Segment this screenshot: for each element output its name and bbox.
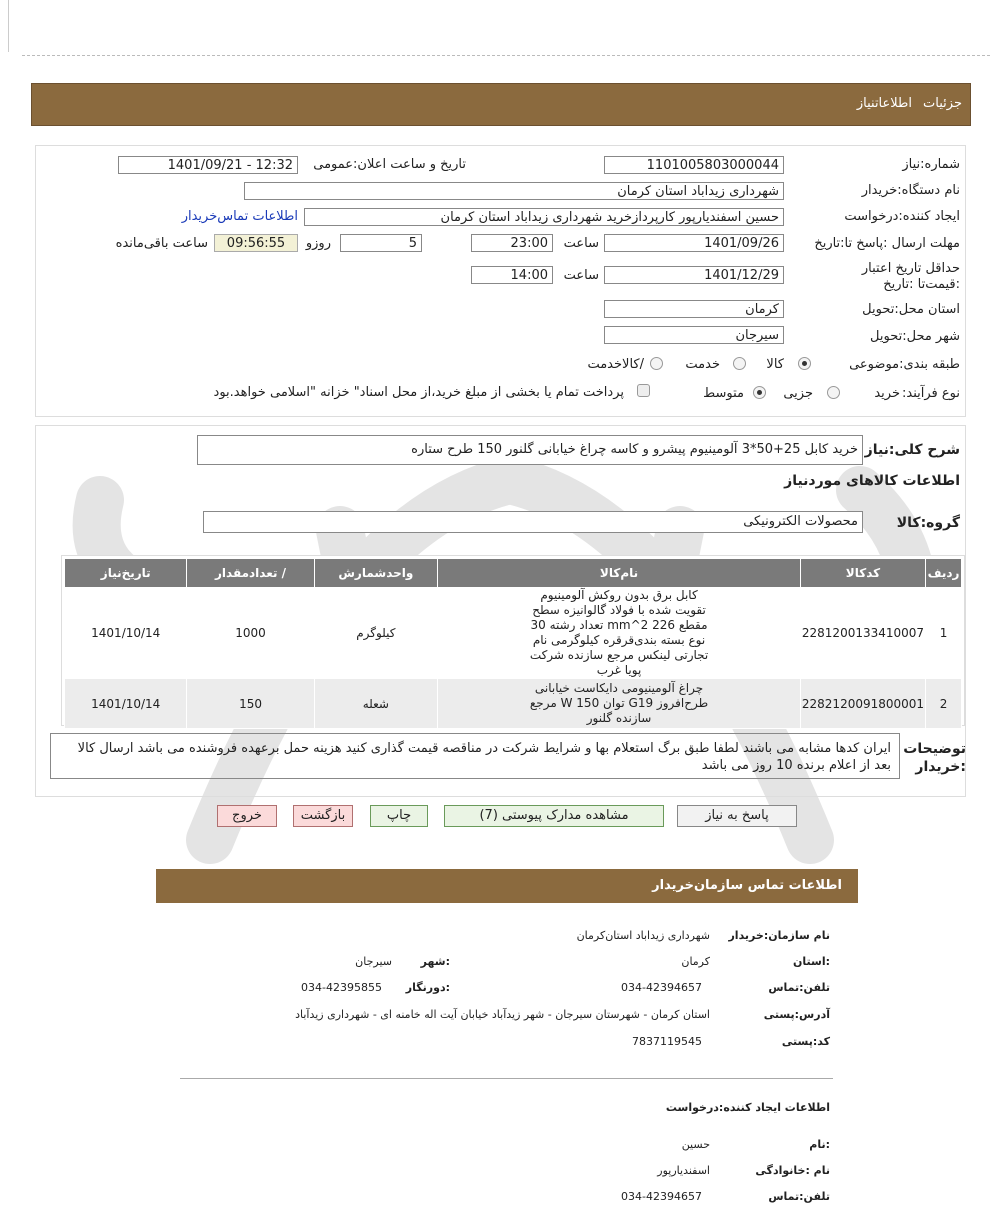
validity-hour-label: ساعت xyxy=(563,268,599,283)
row-name: کابل برق بدون روکش آلومینیوم تقویت شده با فولاد گالوانیزه سطح مقطع 226 mm^2 تعداد رشته 30 نوع بسته بندی‌قرقره کیلوگرمی نام تجارتی لینکس مرجع سازنده شرکت پویا غرب xyxy=(438,588,801,679)
announce-date-field: 1401/09/21 - 12:32 xyxy=(118,156,298,174)
creator-family-value: اسفندیارپور xyxy=(657,1164,710,1177)
buyer-notes-label: توضیحات :خریدار xyxy=(903,741,966,775)
col-index-header: ردیف xyxy=(926,559,962,588)
table-row[interactable] xyxy=(65,588,962,679)
breadcrumb-need-info[interactable]: اطلاعاتنیاز xyxy=(856,96,912,111)
need-number-field: 1101005803000044 xyxy=(604,156,784,174)
process-partial-label: جزیی xyxy=(783,386,813,401)
creator-family-label: نام :خانوادگی xyxy=(755,1164,830,1177)
reply-button[interactable]: پاسخ به نیاز xyxy=(677,805,797,827)
left-border xyxy=(8,0,9,52)
category-both-radio[interactable] xyxy=(650,357,663,370)
buyer-notes-field: ایران کدها مشابه می باشند لطفا طبق برگ استعلام بها و شرایط شرکت در مناقصه قیمت گذاری کنید هزینه حمل برعهده فروشنده می باشد ارسال کالا بعد از اعلام برنده 10 روز می باشد xyxy=(50,733,900,779)
announce-date-label: تاریخ و ساعت اعلان:عمومی xyxy=(313,157,466,172)
row-date: 1401/10/14 xyxy=(65,588,187,679)
province-field: کرمان xyxy=(604,300,784,318)
col-date-header: تاریخ‌نیاز xyxy=(65,559,187,588)
process-medium-radio[interactable] xyxy=(753,386,766,399)
row-qty: 1000 xyxy=(187,588,314,679)
buyer-contact-link[interactable]: اطلاعات تماس‌خریدار xyxy=(181,209,298,224)
phone-label: تلفن:تماس xyxy=(768,981,830,994)
category-both-label: /کالاخدمت xyxy=(587,357,644,372)
creator-phone-label: تلفن:تماس xyxy=(768,1190,830,1203)
remaining-label: ساعت باقی‌مانده xyxy=(115,236,208,251)
col-name-header: نام‌کالا xyxy=(438,559,801,588)
creator-name-label: :نام xyxy=(809,1138,830,1151)
col-unit-header: واحدشمارش xyxy=(314,559,438,588)
province-label: استان محل:تحویل xyxy=(862,302,960,317)
city-label: شهر محل:تحویل xyxy=(870,329,960,344)
buyer-field: شهرداری زیداباد استان کرمان xyxy=(244,182,784,200)
treasury-payment-checkbox[interactable] xyxy=(637,384,650,397)
row-unit: کیلوگرم xyxy=(314,588,438,679)
fax-value: 034-42395855 xyxy=(301,981,382,994)
process-type-label: نوع فرآیند: xyxy=(902,386,960,401)
print-button[interactable]: چاپ xyxy=(370,805,428,827)
col-qty-header: / تعدادمقدار xyxy=(187,559,314,588)
goods-info-title: اطلاعات کالاهای موردنیاز xyxy=(784,473,960,489)
contact-header-title: اطلاعات تماس سازمان‌خریدار xyxy=(652,878,842,893)
org-label: نام سازمان:خریدار xyxy=(728,929,830,942)
requester-field: حسین اسفندیارپور کارپردازخرید شهرداری زیداباد استان کرمان xyxy=(304,208,784,226)
requester-label: ایجاد کننده:درخواست xyxy=(844,209,960,224)
row-code: 2281200133410007 xyxy=(800,588,925,679)
validity-date-field: 1401/12/29 xyxy=(604,266,784,284)
postal-value: 7837119545 xyxy=(632,1035,702,1048)
treasury-payment-text: پرداخت تمام یا بخشی از مبلغ خرید،از محل اسناد" خزانه "اسلامی خواهد.بود xyxy=(213,385,624,400)
row-name: چراغ آلومینیومی دایکاست خیابانی طرح‌افروز G19 توان 150 W مرجع سازنده گلنور xyxy=(438,679,801,729)
category-service-radio[interactable] xyxy=(733,357,746,370)
contact-city-value: سیرجان xyxy=(355,955,392,968)
summary-label: شرح کلی:نیاز xyxy=(864,442,960,458)
items-table xyxy=(64,558,962,729)
breadcrumb-details[interactable]: جزئیات xyxy=(923,96,962,111)
process-partial-radio[interactable] xyxy=(827,386,840,399)
send-hour-label: ساعت xyxy=(563,236,599,251)
items-table-wrapper xyxy=(61,555,965,726)
goods-group-label: گروه:کالا xyxy=(896,515,960,531)
send-date-field: 1401/09/26 xyxy=(604,234,784,252)
remaining-time-box: 09:56:55 xyxy=(214,234,298,252)
creator-phone-value: 034-42394657 xyxy=(621,1190,702,1203)
details-header xyxy=(31,83,971,126)
validity-time-field: 14:00 xyxy=(471,266,553,284)
buyer-label: نام دستگاه:خریدار xyxy=(861,183,960,198)
phone-value: 034-42394657 xyxy=(621,981,702,994)
days-label: روزو xyxy=(305,236,331,251)
row-date: 1401/10/14 xyxy=(65,679,187,729)
need-number-label: شماره:نیاز xyxy=(902,157,960,172)
org-value: شهرداری زیداباد استان‌کرمان xyxy=(576,929,710,942)
address-label: آدرس:پستی xyxy=(763,1008,830,1021)
category-goods-radio[interactable] xyxy=(798,357,811,370)
summary-field: خرید کابل 25+50*3 آلومینیوم پیشرو و کاسه چراغ خیابانی گلنور 150 طرح ستاره xyxy=(197,435,863,465)
exit-button[interactable]: خروج xyxy=(217,805,277,827)
validity-label: حداقل تاریخ اعتبار :قیمت‌تا :تاریخ xyxy=(861,261,960,292)
fax-label: :دورنگار xyxy=(405,981,450,994)
send-time-field: 23:00 xyxy=(471,234,553,252)
row-index: 1 xyxy=(926,588,962,679)
postal-label: کد:پستی xyxy=(781,1035,830,1048)
category-service-label: خدمت xyxy=(685,357,720,372)
contact-header xyxy=(156,869,858,903)
process-medium-label: متوسط xyxy=(703,386,744,401)
row-qty: 150 xyxy=(187,679,314,729)
contact-divider xyxy=(180,1078,833,1079)
goods-group-field: محصولات الکترونیکی xyxy=(203,511,863,533)
top-divider xyxy=(22,55,990,56)
creator-name-value: حسین xyxy=(681,1138,710,1151)
row-unit: شعله xyxy=(314,679,438,729)
contact-city-label: :شهر xyxy=(420,955,450,968)
back-button[interactable]: بازگشت xyxy=(293,805,353,827)
contact-province-value: کرمان xyxy=(681,955,710,968)
process-buy-label: خرید xyxy=(874,386,900,401)
days-field: 5 xyxy=(340,234,422,252)
row-code: 2282120091800001 xyxy=(800,679,925,729)
creator-info-title: اطلاعات ایجاد کننده:درخواست xyxy=(665,1101,830,1114)
table-row[interactable] xyxy=(65,679,962,729)
attachments-button[interactable]: مشاهده مدارک پیوستی (7) xyxy=(444,805,664,827)
col-code-header: کدکالا xyxy=(800,559,925,588)
row-index: 2 xyxy=(926,679,962,729)
category-goods-label: کالا xyxy=(766,357,784,372)
send-deadline-label: مهلت ارسال :پاسخ تا:تاریخ xyxy=(814,236,960,251)
contact-province-label: :استان xyxy=(793,955,830,968)
category-label: طبقه بندی:موضوعی xyxy=(849,357,960,372)
table-header-row xyxy=(65,559,962,588)
city-field: سیرجان xyxy=(604,326,784,344)
address-value: استان کرمان - شهرستان سیرجان - شهر زیدآباد خیابان آیت اله خامنه ای - شهرداری زیدآباد xyxy=(295,1008,710,1021)
